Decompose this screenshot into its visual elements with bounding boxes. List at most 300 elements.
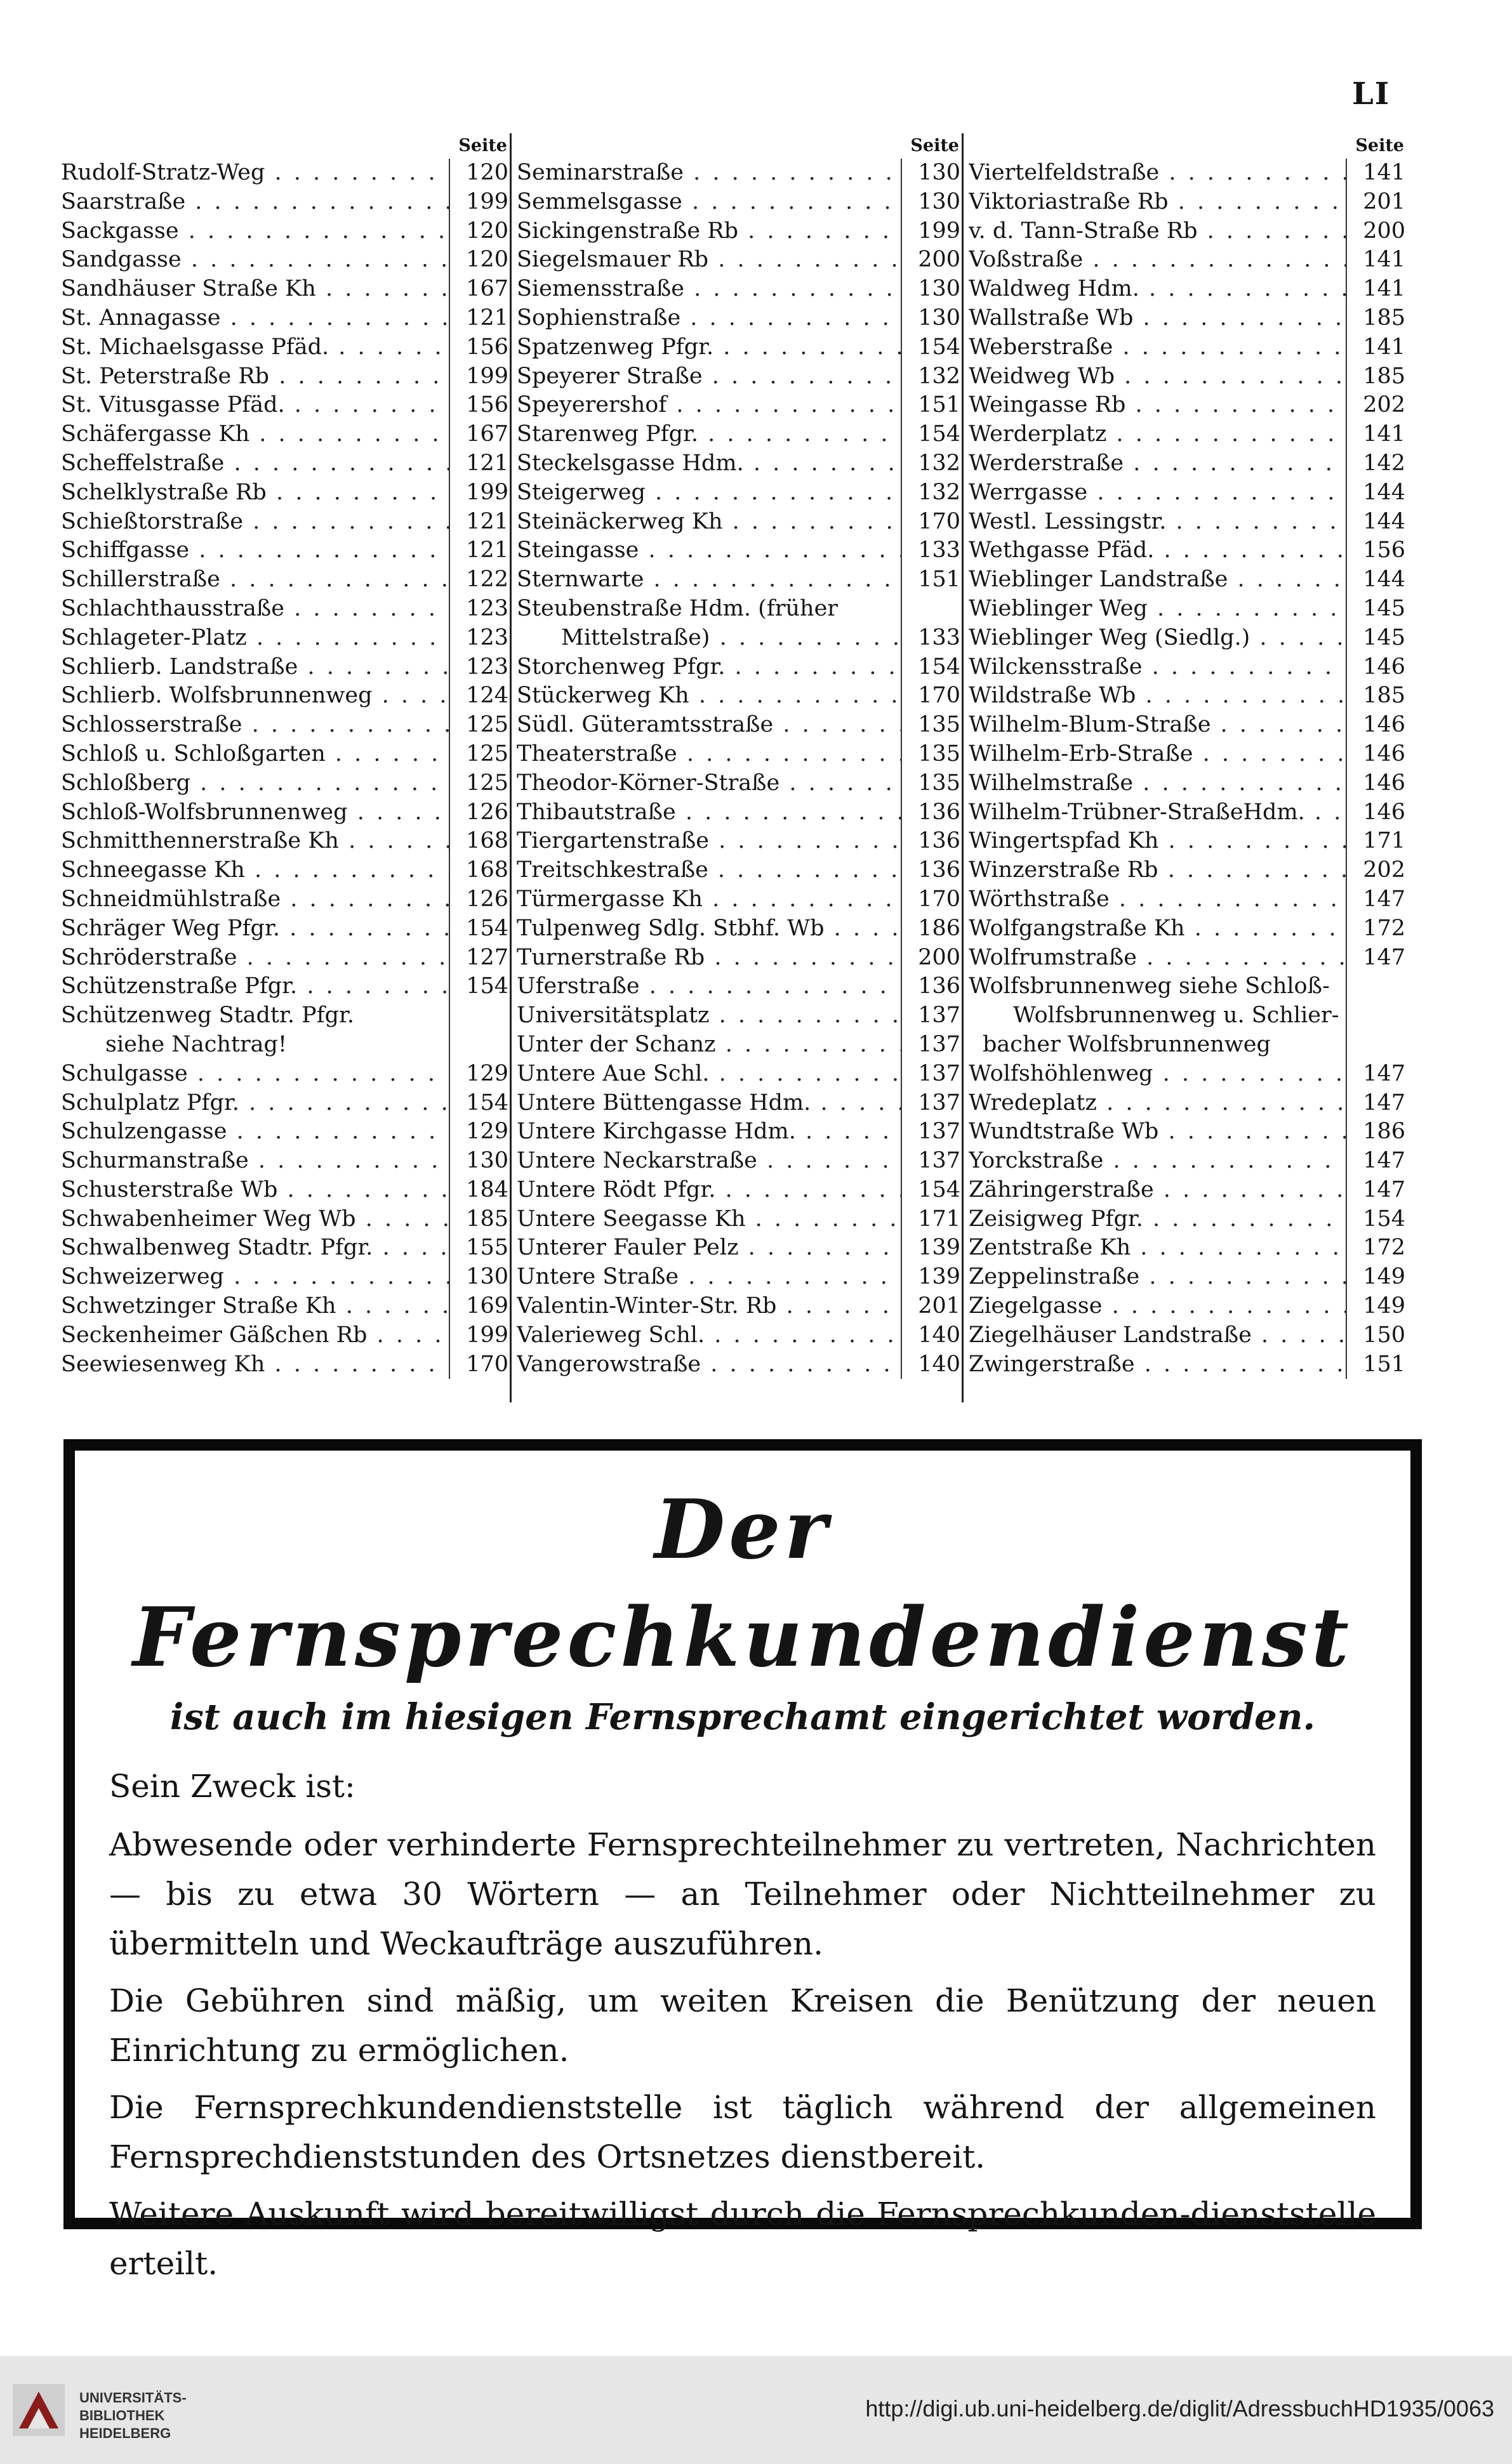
page-reference: 141 [1346,420,1407,449]
street-name: Steinäckerweg Kh . . . [517,508,901,537]
street-name: Weingasse Rb . . . [969,391,1346,420]
page-reference: 170 [449,1350,510,1380]
index-entry [517,1176,962,1205]
street-name: St. Annagasse . . . [61,304,449,333]
page-reference: 126 [449,798,510,827]
street-name: Vangerowstraße . . . [517,1350,901,1380]
street-name: Schießtorstraße . . . [61,508,449,537]
index-entry [517,972,962,1001]
page-reference: 144 [1346,508,1407,537]
library-logo-icon [13,2384,65,2436]
page-reference: 129 [449,1117,510,1147]
page-reference: 185 [449,1205,510,1234]
page-reference: 136 [901,827,962,856]
page-reference: 140 [901,1350,962,1380]
page-reference: 125 [449,711,510,740]
index-entry [517,1205,962,1234]
page-reference: 199 [449,478,510,508]
index-entry [517,1321,962,1350]
street-name: Untere Straße . . . [517,1263,901,1292]
index-entry [969,1089,1407,1118]
page-reference: 125 [449,769,510,798]
index-entry [969,391,1407,420]
index-entry [969,159,1407,188]
page-reference [1346,1031,1407,1060]
page-reference: 170 [901,682,962,711]
page-reference: 145 [1346,595,1407,624]
street-name: bacher Wolfsbrunnenweg [983,1031,1271,1057]
street-name: Unter der Schanz . . . [517,1031,901,1060]
index-entry [61,1205,510,1234]
page-reference: 200 [901,944,962,973]
street-name: Wieblinger Weg (Siedlg.) . . . [969,624,1346,653]
street-name: Turnerstraße Rb . . . [517,944,901,973]
index-entry [517,595,962,624]
page-reference: 202 [1346,391,1407,420]
index-entry [61,246,510,275]
street-name: Treitschkestraße . . . [517,856,901,885]
index-entry [969,769,1407,798]
page-reference: 132 [901,449,962,478]
street-name: Untere Seegasse Kh . . . [517,1205,901,1234]
street-name: Schlachthausstraße . . . [61,595,449,624]
street-name: Semmelsgasse . . . [517,188,901,217]
page-reference: 156 [1346,536,1407,565]
page-reference: 185 [1346,682,1407,711]
index-entry [61,1350,510,1380]
street-name: Wilhelmstraße . . . [969,769,1346,798]
street-name: Ziegelhäuser Landstraße . . . [969,1321,1346,1350]
index-entry [517,1292,962,1321]
page-reference: 133 [901,624,962,653]
index-entry [61,1176,510,1205]
page-reference: 137 [901,1001,962,1031]
page-reference: 123 [449,653,510,682]
index-entry [969,508,1407,537]
street-name: Schmitthennerstraße Kh . . . [61,827,449,856]
index-entry [61,333,510,362]
page-reference: 146 [1346,653,1407,682]
street-name: Steigerweg . . . [517,478,901,508]
index-entry [969,885,1407,914]
street-name: Untere Rödt Pfgr. . . . [517,1176,901,1205]
page-reference: 184 [449,1176,510,1205]
street-name: Yorckstraße . . . [969,1147,1346,1176]
street-name: St. Michaelsgasse Pfäd. . . . [61,333,449,362]
street-name: Zähringerstraße . . . [969,1176,1346,1205]
page-reference: 199 [901,217,962,246]
street-name: Sternwarte . . . [517,565,901,595]
index-entry [969,420,1407,449]
page-reference: 154 [901,1176,962,1205]
street-name: Zwingerstraße . . . [969,1350,1346,1380]
index-entry [969,1234,1407,1263]
index-entry [969,856,1407,885]
index-entry [517,188,962,217]
viewer-footer [0,2356,1512,2464]
index-entry [517,1031,962,1060]
index-entry [61,1263,510,1292]
index-entry [61,885,510,914]
page-reference: 168 [449,856,510,885]
index-entry [517,1001,962,1031]
street-name: Ziegelgasse . . . [969,1292,1346,1321]
page-reference: 137 [901,1117,962,1147]
index-entry [517,885,962,914]
page-reference: 137 [901,1060,962,1089]
index-entry [517,944,962,973]
street-name: Spatzenweg Pfgr. . . . [517,333,901,362]
street-name: Schlosserstraße . . . [61,711,449,740]
page-reference: 132 [901,478,962,508]
street-name: Schräger Weg Pfgr. . . . [61,914,449,944]
index-entry [61,420,510,449]
street-name: Sickingenstraße Rb . . . [517,217,901,246]
street-name: Siegelsmauer Rb . . . [517,246,901,275]
street-name: Schloßberg . . . [61,769,449,798]
street-name: Uferstraße . . . [517,972,901,1001]
page-reference: 199 [449,188,510,217]
page-reference: 151 [901,391,962,420]
column-header: Seite [458,136,507,155]
street-name: Schloß u. Schloßgarten . . . [61,740,449,769]
index-entry [517,827,962,856]
street-name: Winzerstraße Rb . . . [969,856,1346,885]
street-name: Werderstraße . . . [969,449,1346,478]
street-name: Wingertspfad Kh . . . [969,827,1346,856]
index-entry [969,972,1407,1001]
street-name: Wilhelm-Blum-Straße . . . [969,711,1346,740]
street-name: Schiffgasse . . . [61,536,449,565]
street-name: Valentin-Winter-Str. Rb . . . [517,1292,901,1321]
index-entry [969,1147,1407,1176]
notice-paragraph: Abwesende oder verhinderte Fernsprechteilnehmer zu vertreten, Nachrichten — bis zu etwa 30 Wörtern — an Teilnehmer oder Nichtteilnehmer zu übermitteln und Weckaufträge auszuführen. [109,1826,1376,1962]
page-reference: 156 [449,391,510,420]
page-reference: 145 [1346,624,1407,653]
page-reference: 202 [1346,856,1407,885]
index-entry [517,1350,962,1380]
street-name: Schneidmühlstraße . . . [61,885,449,914]
index-entry [61,827,510,856]
notice-box [63,1439,1422,2282]
street-name: Stückerweg Kh . . . [517,682,901,711]
index-entry [517,508,962,537]
page-reference: 186 [901,914,962,944]
page-reference: 185 [1346,362,1407,392]
street-name: Untere Aue Schl. . . . [517,1060,901,1089]
page-reference: 168 [449,827,510,856]
page-reference: 130 [901,275,962,304]
index-entry [61,1147,510,1176]
index-entry [517,362,962,392]
street-name: Wethgasse Pfäd. . . . [969,536,1346,565]
page-reference: 151 [901,565,962,595]
index-entry [969,624,1407,653]
index-entry [61,188,510,217]
notice-paragraph: Die Gebühren sind mäßig, um weiten Kreisen die Benützung der neuen Einrichtung zu ermöglichen. [109,1982,1376,2069]
index-column-1 [61,133,512,1402]
street-name: Zeisigweg Pfgr. . . . [969,1205,1346,1234]
street-name: Schillerstraße . . . [61,565,449,595]
index-entry [969,1031,1407,1060]
page-reference: 167 [449,275,510,304]
page-reference: 172 [1346,1234,1407,1263]
page-reference: 146 [1346,711,1407,740]
street-name: Wildstraße Wb . . . [969,682,1346,711]
page-reference: 146 [1346,798,1407,827]
street-name: Schröderstraße . . . [61,944,449,973]
page-reference: 155 [449,1234,510,1263]
page-reference: 147 [1346,1089,1407,1118]
street-name: Steubenstraße Hdm. (früher [517,595,839,621]
page-reference: 141 [1346,333,1407,362]
street-name: Wolfgangstraße Kh . . . [969,914,1346,944]
page-reference: 130 [449,1147,510,1176]
index-entry [969,827,1407,856]
street-name: Schlageter-Platz . . . [61,624,449,653]
index-entry [61,1321,510,1350]
page-reference: 132 [901,362,962,392]
street-name: Speyerershof . . . [517,391,901,420]
page-reference: 147 [1346,1147,1407,1176]
street-name: Untere Kirchgasse Hdm. . . . [517,1117,901,1147]
index-entry [969,217,1407,246]
index-entry [61,595,510,624]
street-name: Südl. Güteramtsstraße . . . [517,711,901,740]
street-name: Schurmanstraße . . . [61,1147,449,1176]
page-reference: 199 [449,1321,510,1350]
street-name: Wolfsbrunnenweg siehe Schloß- [969,973,1330,999]
page-reference: 122 [449,565,510,595]
street-name: Sandgasse . . . [61,246,449,275]
street-name: Wörthstraße . . . [969,885,1346,914]
logo-line: BIBLIOTHEK [79,2408,165,2423]
page-reference: 135 [901,711,962,740]
column-header: Seite [1355,136,1404,155]
page-reference: 169 [449,1292,510,1321]
page-reference: 154 [901,333,962,362]
page-reference: 147 [1346,1176,1407,1205]
street-name: Rudolf-Stratz-Weg . . . [61,159,449,188]
street-name: Schulzengasse . . . [61,1117,449,1147]
page-reference [449,1001,510,1031]
street-name: Seewiesenweg Kh . . . [61,1350,449,1380]
index-entry [969,1350,1407,1380]
page-reference: 199 [449,362,510,392]
index-entry [517,682,962,711]
page-reference: 137 [901,1031,962,1060]
index-entry [61,1060,510,1089]
index-entry [517,1147,962,1176]
page-reference: 120 [449,159,510,188]
page-number: LI [1352,76,1391,112]
page-reference: 147 [1346,885,1407,914]
index-entry [517,1089,962,1118]
page-reference: 154 [901,653,962,682]
logo-line: HEIDELBERG [79,2425,171,2441]
street-name: Wilhelm-Erb-Straße . . . [969,740,1346,769]
street-name: Wilckensstraße . . . [969,653,1346,682]
page-reference: 125 [449,740,510,769]
index-entry [61,362,510,392]
street-name: Werderplatz . . . [969,420,1346,449]
index-entry [969,275,1407,304]
street-name: Schwabenheimer Weg Wb . . . [61,1205,449,1234]
index-entry [61,1031,510,1060]
page-reference: 121 [449,304,510,333]
index-entry [61,565,510,595]
page-reference: 144 [1346,478,1407,508]
page-reference: 135 [901,740,962,769]
index-entry [969,565,1407,595]
street-name: St. Peterstraße Rb . . . [61,362,449,392]
street-name: Universitätsplatz . . . [517,1001,901,1031]
index-entry [517,275,962,304]
street-name: Waldweg Hdm. . . . [969,275,1346,304]
index-entry [517,740,962,769]
index-entry [517,1060,962,1089]
street-name: Weberstraße . . . [969,333,1346,362]
page-reference: 123 [449,624,510,653]
street-name: Zeppelinstraße . . . [969,1263,1346,1292]
street-name: Thibautstraße . . . [517,798,901,827]
index-entry [61,304,510,333]
index-entry [61,536,510,565]
index-entry [517,217,962,246]
index-entry [969,449,1407,478]
street-name: Schwalbenweg Stadtr. Pfgr. . . . [61,1234,449,1263]
page-reference: 200 [1346,217,1407,246]
index-entry [969,1060,1407,1089]
page-reference: 127 [449,944,510,973]
street-name: Westl. Lessingstr. . . . [969,508,1346,537]
index-entry [969,740,1407,769]
page-reference: 141 [1346,246,1407,275]
street-name: Türmergasse Kh . . . [517,885,901,914]
street-name: Wieblinger Weg . . . [969,595,1346,624]
street-name: Sophienstraße . . . [517,304,901,333]
street-name: Theaterstraße . . . [517,740,901,769]
page-reference: 154 [1346,1205,1407,1234]
page-reference: 130 [449,1263,510,1292]
index-entry [517,798,962,827]
index-entry [517,856,962,885]
index-entry [969,944,1407,973]
index-entry [969,304,1407,333]
index-entry [61,1117,510,1147]
index-entry [61,798,510,827]
page-reference: 144 [1346,565,1407,595]
street-name: Sackgasse . . . [61,217,449,246]
page-reference: 120 [449,217,510,246]
street-index [61,133,1407,1402]
notice-subtitle: ist auch im hiesigen Fernsprechamt eingerichtet worden. [170,1696,1315,1738]
page-reference: 130 [901,304,962,333]
index-entry [969,682,1407,711]
page-reference: 123 [449,595,510,624]
page-reference: 150 [1346,1321,1407,1350]
street-name: Schützenstraße Pfgr. . . . [61,972,449,1001]
street-name: Werrgasse . . . [969,478,1346,508]
index-entry [61,449,510,478]
index-entry [969,362,1407,392]
page-reference: 139 [901,1263,962,1292]
page-reference [449,1031,510,1060]
index-entry [969,914,1407,944]
street-name: Schweizerweg . . . [61,1263,449,1292]
page-reference: 171 [901,1205,962,1234]
street-name: Weidweg Wb . . . [969,362,1346,392]
street-name: Wundtstraße Wb . . . [969,1117,1346,1147]
page-reference: 170 [901,885,962,914]
index-entry [61,972,510,1001]
page-reference: 121 [449,449,510,478]
index-entry [61,275,510,304]
street-name: Saarstraße . . . [61,188,449,217]
index-entry [61,478,510,508]
index-entry [517,653,962,682]
page-reference: 171 [1346,827,1407,856]
index-entry [969,653,1407,682]
index-entry [517,914,962,944]
notice-paragraph: Weitere Auskunft wird bereitwilligst durch die Fernsprechkunden-dienststelle erteilt. [109,2196,1376,2282]
street-name: Schwetzinger Straße Kh . . . [61,1292,449,1321]
page-reference: 149 [1346,1263,1407,1292]
source-url-link[interactable]: http://digi.ub.uni-heidelberg.de/diglit/AdressbuchHD1935/0063 [865,2395,1494,2421]
index-entry [517,333,962,362]
index-entry [61,769,510,798]
street-name: Voßstraße . . . [969,246,1346,275]
index-entry [517,159,962,188]
street-name: Wolfrumstraße . . . [969,944,1346,973]
street-name: Speyerer Straße . . . [517,362,901,392]
street-name: Schlierb. Wolfsbrunnenweg . . . [61,682,449,711]
street-name: Wieblinger Landstraße . . . [969,565,1346,595]
page-reference: 140 [901,1321,962,1350]
page-reference: 136 [901,798,962,827]
index-column-3 [964,133,1407,1402]
index-entry [969,333,1407,362]
index-entry [969,1176,1407,1205]
index-entry [969,478,1407,508]
page-reference: 172 [1346,914,1407,944]
index-entry [61,391,510,420]
page-reference: 154 [901,420,962,449]
street-name: Schneegasse Kh . . . [61,856,449,885]
street-name: Steingasse . . . [517,536,901,565]
index-entry [61,1234,510,1263]
street-name: Schützenweg Stadtr. Pfgr. [61,1003,355,1029]
page-reference: 185 [1346,304,1407,333]
street-name: Schloß-Wolfsbrunnenweg . . . [61,798,449,827]
index-entry [517,536,962,565]
index-entry [61,944,510,973]
page-reference: 141 [1346,275,1407,304]
page-reference [1346,1001,1407,1031]
street-name: Seminarstraße . . . [517,159,901,188]
index-entry [969,595,1407,624]
index-entry [61,682,510,711]
page-reference: 154 [449,914,510,944]
index-entry [61,1089,510,1118]
notice-lead: Sein Zweck ist: [109,1768,355,1805]
index-entry [517,1117,962,1147]
index-entry [969,1001,1407,1031]
street-name: Untere Neckarstraße . . . [517,1147,901,1176]
street-name: Theodor-Körner-Straße . . . [517,769,901,798]
page-reference: 147 [1346,1060,1407,1089]
index-entry [517,624,962,653]
